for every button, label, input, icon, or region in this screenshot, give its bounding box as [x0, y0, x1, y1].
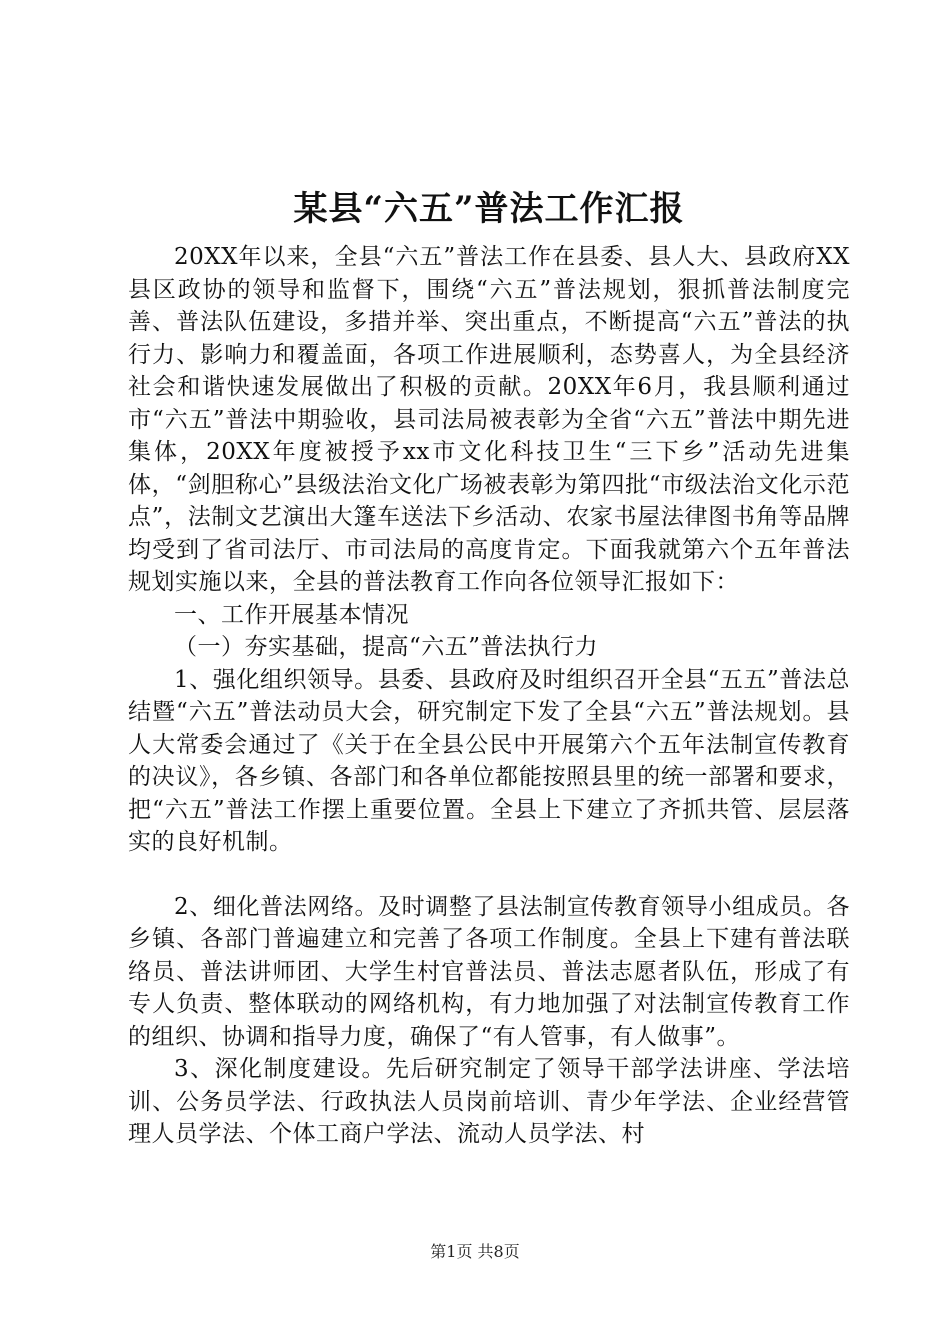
section-heading-1: 一、工作开展基本情况 — [174, 601, 409, 628]
intro-paragraph: 20XX年以来，全县“六五”普法工作在县委、县人大、县政府XX县区政协的领导和监督下，围绕“六五”普法规划，狠抓普法制度完善、普法队伍建设，多措并举、突出重点，不断提高“六五”普法的执行力、影响力和覆盖面，各项工作进展顺利，态势喜人，为全县经济社会和谐快速发展做出了积极的贡献。20XX年6月，我县顺利通过市“六五”普法中期验收，县司法局被表彰为全省“六五”普法中期先进集体，20XX年度被授予xx市文化科技卫生“三下乡”活动先进集体，“剑胆称心”县级法治文化广场被表彰为第四批“市级法治文化示范点”，法制文艺演出大篷车送法下乡活动、农家书屋法律图书角等品牌均受到了省司法厅、市司法局的高度肯定。下面我就第六个五年普法规划实施以来，全县的普法教育工作向各位领导汇报如下： — [128, 244, 850, 595]
item-paragraph-3: 3、深化制度建设。先后研究制定了领导干部学法讲座、学法培训、公务员学法、行政执法人员岗前培训、青少年学法、企业经营管理人员学法、个体工商户学法、流动人员学法、村 — [128, 1056, 850, 1147]
document-body — [128, 241, 850, 1151]
item-paragraph-1: 1、强化组织领导。县委、县政府及时组织召开全县“五五”普法总结暨“六五”普法动员大会，研究制定下发了全县“六五”普法规划。县人大常委会通过了《关于在全县公民中开展第六个五年法制宣传教育的决议》，各乡镇、各部门和各单位都能按照县里的统一部署和要求，把“六五”普法工作摆上重要位置。全县上下建立了齐抓共管、层层落实的良好机制。 — [128, 666, 850, 855]
item-paragraph-2: 2、细化普法网络。及时调整了县法制宣传教育领导小组成员。各乡镇、各部门普遍建立和完善了各项工作制度。全县上下建有普法联络员、普法讲师团、大学生村官普法员、普法志愿者队伍，形成了有专人负责、整体联动的网络机构，有力地加强了对法制宣传教育工作的组织、协调和指导力度，确保了“有人管事，有人做事”。 — [128, 893, 850, 1050]
page-footer: 第1页 共8页 — [430, 1242, 520, 1261]
document-page — [128, 183, 850, 1151]
document-title: 某县“六五”普法工作汇报 — [293, 189, 685, 229]
subsection-heading-1: （一）夯实基础，提高“六五”普法执行力 — [174, 634, 599, 660]
